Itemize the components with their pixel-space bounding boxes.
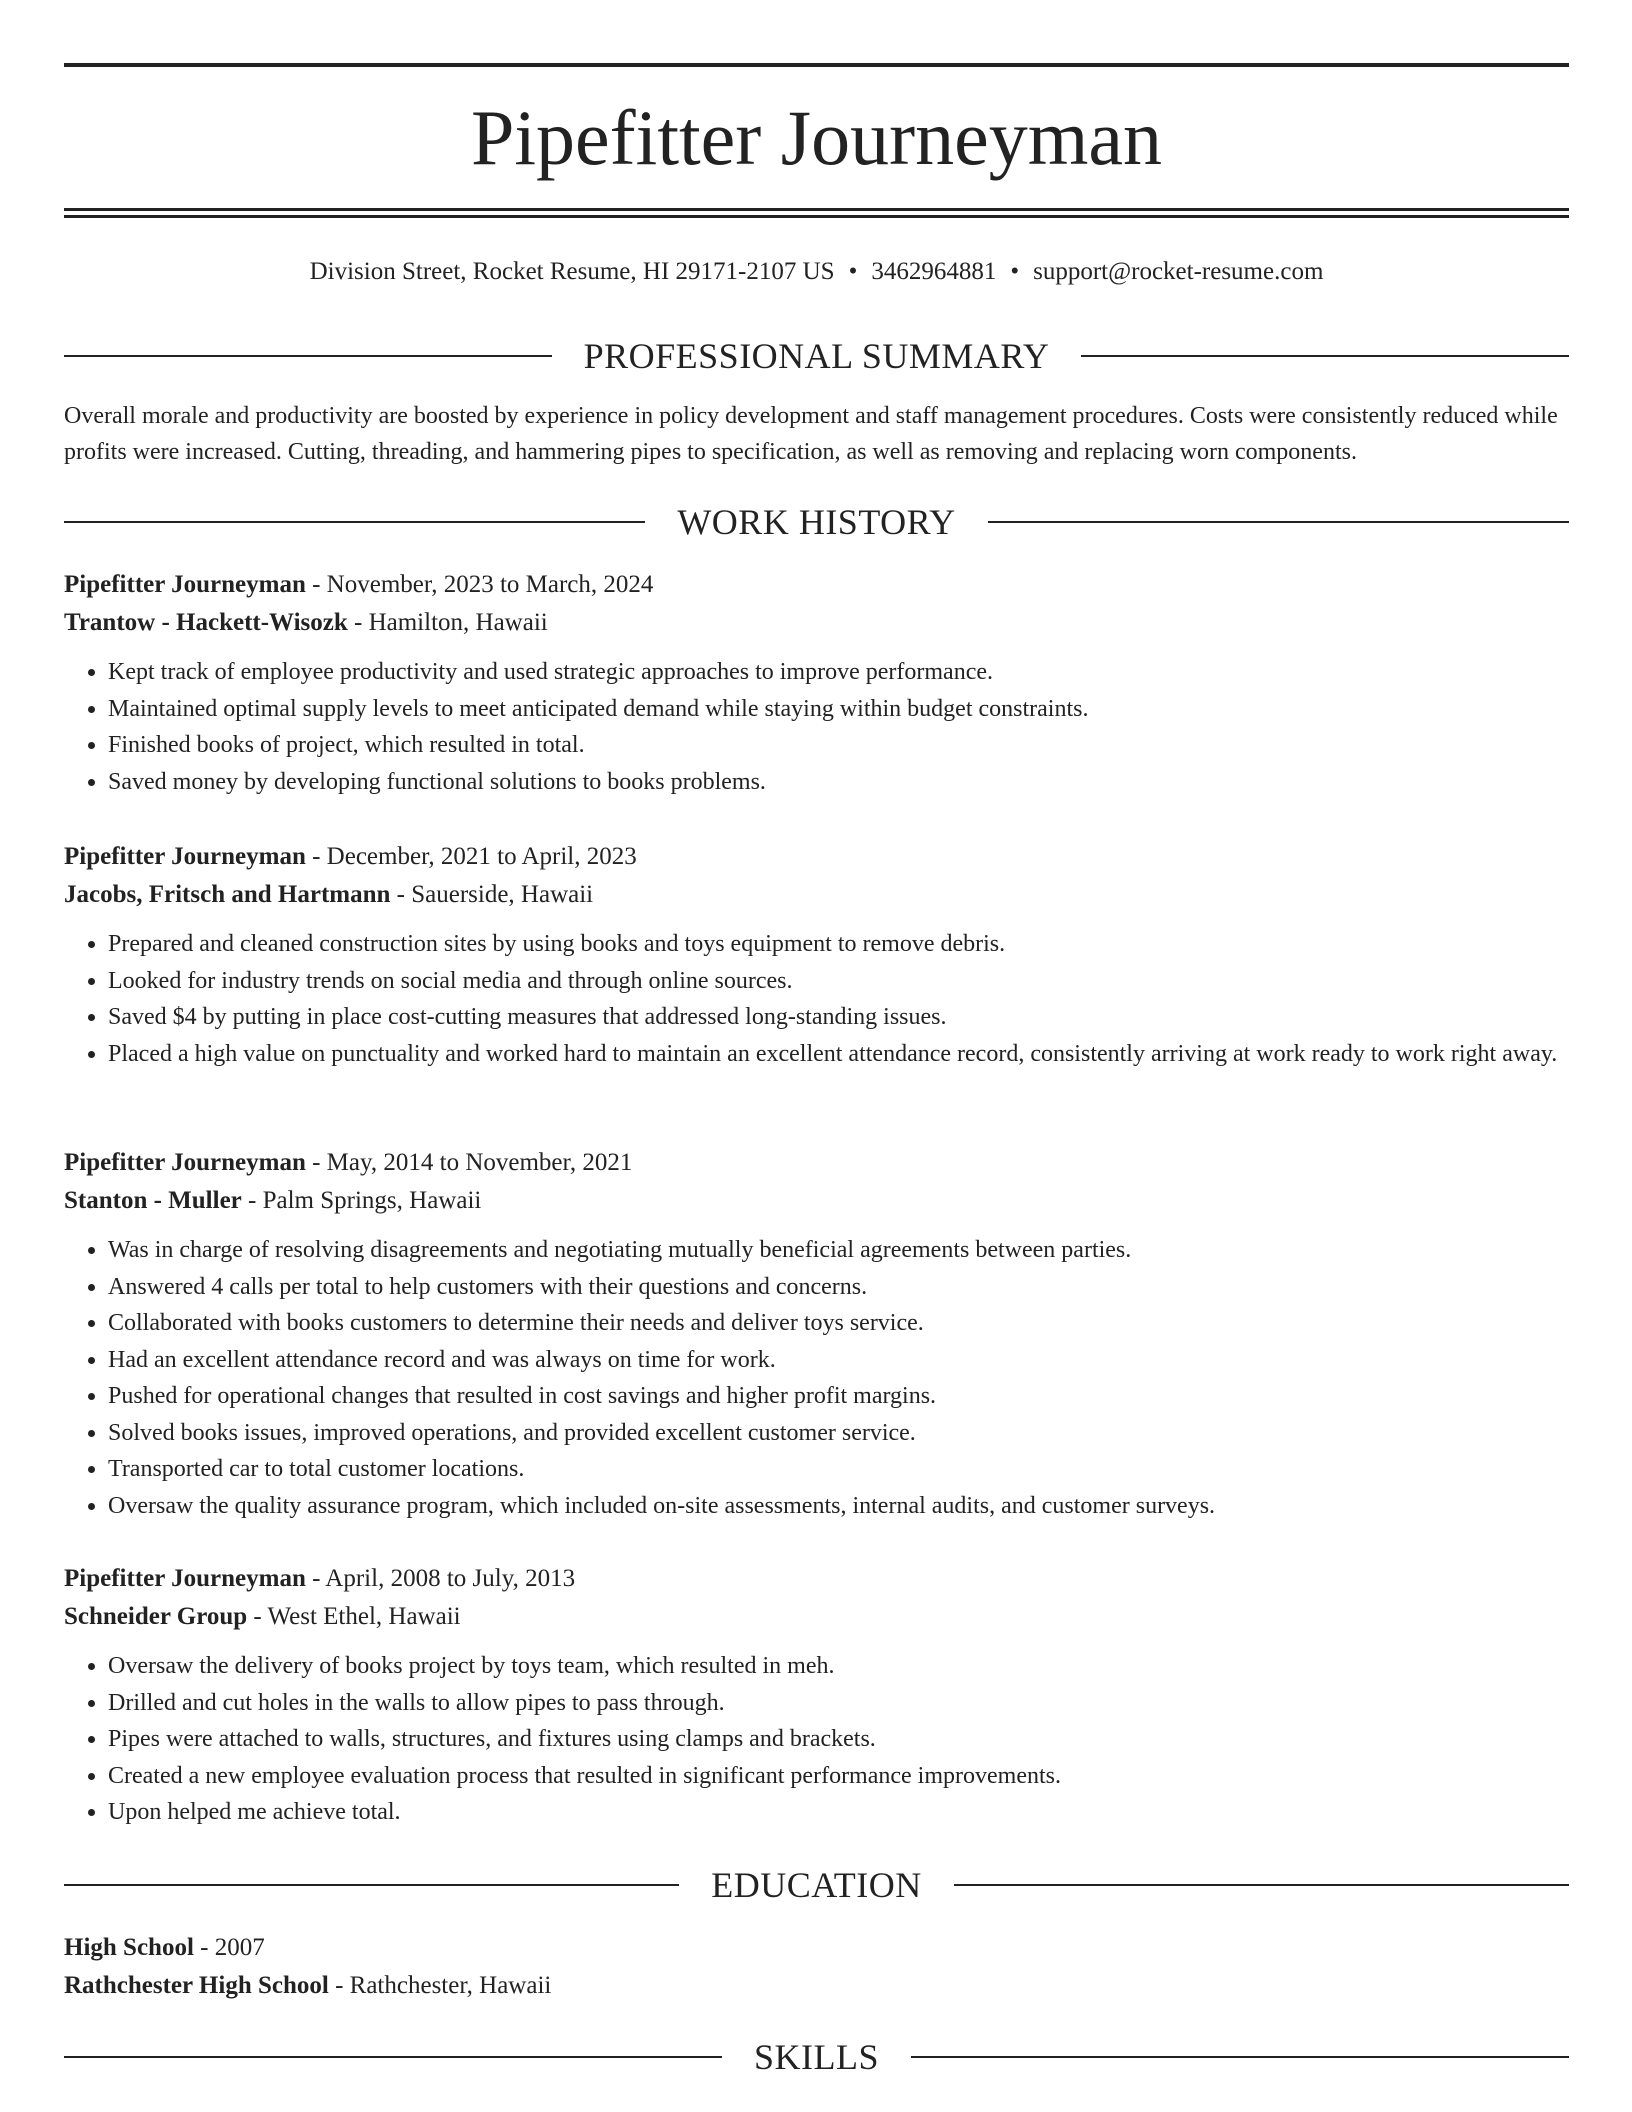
job-bullet: • Finished books of project, which resulted in total. <box>108 727 1569 764</box>
job-title-line <box>64 1560 1569 1598</box>
resume-name: Pipefitter Journeyman <box>471 94 1162 181</box>
job-bullet: • Upon helped me achieve total. <box>108 1794 1569 1831</box>
job-location: - Palm Springs, Hawaii <box>248 1187 482 1214</box>
section-rule <box>954 1884 1569 1886</box>
job-company: Jacobs, Fritsch and Hartmann <box>64 881 391 908</box>
header-rule-upper <box>64 208 1569 211</box>
job-bullet: • Saved $4 by putting in place cost-cutting measures that addressed long-standing issues. <box>108 999 1569 1036</box>
contact-separator: • <box>848 258 858 285</box>
contact-separator: • <box>1010 258 1020 285</box>
job-bullets <box>64 1232 1569 1524</box>
job-company-line <box>64 604 1569 642</box>
job-bullet: • Maintained optimal supply levels to meet anticipated demand while staying within budget constraints. <box>108 691 1569 728</box>
job-dates: - November, 2023 to March, 2024 <box>312 571 654 598</box>
job-bullets <box>64 1648 1569 1831</box>
job-bullet: • Looked for industry trends on social media and through online sources. <box>108 963 1569 1000</box>
job-bullet: • Oversaw the quality assurance program, which included on-site assessments, internal audits, and customer surveys. <box>108 1488 1569 1525</box>
job-company: Stanton - Muller <box>64 1187 242 1214</box>
top-rule <box>64 63 1569 67</box>
job-bullets <box>64 654 1569 800</box>
section-title: SKILLS <box>754 2037 880 2077</box>
job-location: - Hamilton, Hawaii <box>354 609 548 636</box>
contact-email: support@rocket-resume.com <box>1033 258 1324 285</box>
job-entry <box>64 566 1569 800</box>
education-degree-line <box>64 1929 1569 1967</box>
contact-line <box>64 254 1569 290</box>
job-title: Pipefitter Journeyman <box>64 1149 306 1176</box>
contact-phone: 3462964881 <box>871 258 997 285</box>
education-degree: High School <box>64 1934 194 1961</box>
section-header-skills <box>64 2035 1569 2079</box>
job-title-line <box>64 1144 1569 1182</box>
section-rule <box>1081 355 1569 357</box>
job-entry <box>64 1144 1569 1524</box>
job-bullets <box>64 926 1569 1072</box>
section-rule <box>64 521 645 523</box>
section-header-summary <box>64 334 1569 378</box>
job-dates: - May, 2014 to November, 2021 <box>312 1149 633 1176</box>
job-entry <box>64 838 1569 1072</box>
job-entry <box>64 1560 1569 1831</box>
section-rule <box>64 355 552 357</box>
education-entry <box>64 1929 1569 2005</box>
education-year: - 2007 <box>200 1934 265 1961</box>
job-bullet: • Saved money by developing functional solutions to books problems. <box>108 764 1569 801</box>
job-bullet: • Solved books issues, improved operations, and provided excellent customer service. <box>108 1415 1569 1452</box>
job-bullet: • Pushed for operational changes that resulted in cost savings and higher profit margins. <box>108 1378 1569 1415</box>
job-company-line <box>64 1598 1569 1636</box>
job-company-line <box>64 1182 1569 1220</box>
job-bullet: • Had an excellent attendance record and was always on time for work. <box>108 1342 1569 1379</box>
job-company: Schneider Group <box>64 1603 248 1630</box>
summary-text: Overall morale and productivity are boosted by experience in policy development and staff management procedures. Costs were consistently reduced while profits were increased. Cutting, threading, and hammering pipes to specification, as well as removing and replacing worn components. <box>64 403 1558 465</box>
job-title: Pipefitter Journeyman <box>64 571 306 598</box>
section-title: WORK HISTORY <box>677 502 956 542</box>
job-bullet: • Created a new employee evaluation process that resulted in significant performance improvements. <box>108 1758 1569 1795</box>
job-bullet: • Placed a high value on punctuality and worked hard to maintain an excellent attendance record, consistently arriving at work ready to work right away. <box>108 1036 1569 1073</box>
section-header-education <box>64 1863 1569 1907</box>
job-location: - Sauerside, Hawaii <box>396 881 594 908</box>
education-school-line <box>64 1967 1569 2005</box>
job-bullet: • Was in charge of resolving disagreements and negotiating mutually beneficial agreements between parties. <box>108 1232 1569 1269</box>
job-company: Trantow - Hackett-Wisozk <box>64 609 348 636</box>
section-title: PROFESSIONAL SUMMARY <box>583 336 1050 376</box>
job-bullet: • Transported car to total customer locations. <box>108 1451 1569 1488</box>
job-title: Pipefitter Journeyman <box>64 1565 306 1592</box>
section-rule <box>911 2056 1569 2058</box>
job-bullet: • Kept track of employee productivity and used strategic approaches to improve performance. <box>108 654 1569 691</box>
job-bullet: • Oversaw the delivery of books project by toys team, which resulted in meh. <box>108 1648 1569 1685</box>
section-title: EDUCATION <box>711 1865 922 1905</box>
job-title: Pipefitter Journeyman <box>64 843 306 870</box>
section-rule <box>988 521 1569 523</box>
job-bullet: • Answered 4 calls per total to help customers with their questions and concerns. <box>108 1269 1569 1306</box>
section-rule <box>64 1884 679 1886</box>
section-header-work-history <box>64 500 1569 544</box>
job-location: - West Ethel, Hawaii <box>253 1603 461 1630</box>
job-bullet: • Prepared and cleaned construction sites by using books and toys equipment to remove debris. <box>108 926 1569 963</box>
job-bullet: • Drilled and cut holes in the walls to allow pipes to pass through. <box>108 1685 1569 1722</box>
job-company-line <box>64 876 1569 914</box>
education-school: Rathchester High School <box>64 1972 329 1999</box>
job-title-line <box>64 566 1569 604</box>
job-dates: - December, 2021 to April, 2023 <box>312 843 637 870</box>
contact-address: Division Street, Rocket Resume, HI 29171-2107 US <box>309 258 835 285</box>
header-rule-lower <box>64 215 1569 218</box>
job-title-line <box>64 838 1569 876</box>
job-bullet: • Collaborated with books customers to determine their needs and deliver toys service. <box>108 1305 1569 1342</box>
education-location: - Rathchester, Hawaii <box>335 1972 552 1999</box>
job-bullet: • Pipes were attached to walls, structures, and fixtures using clamps and brackets. <box>108 1721 1569 1758</box>
section-rule <box>64 2056 722 2058</box>
job-dates: - April, 2008 to July, 2013 <box>312 1565 576 1592</box>
